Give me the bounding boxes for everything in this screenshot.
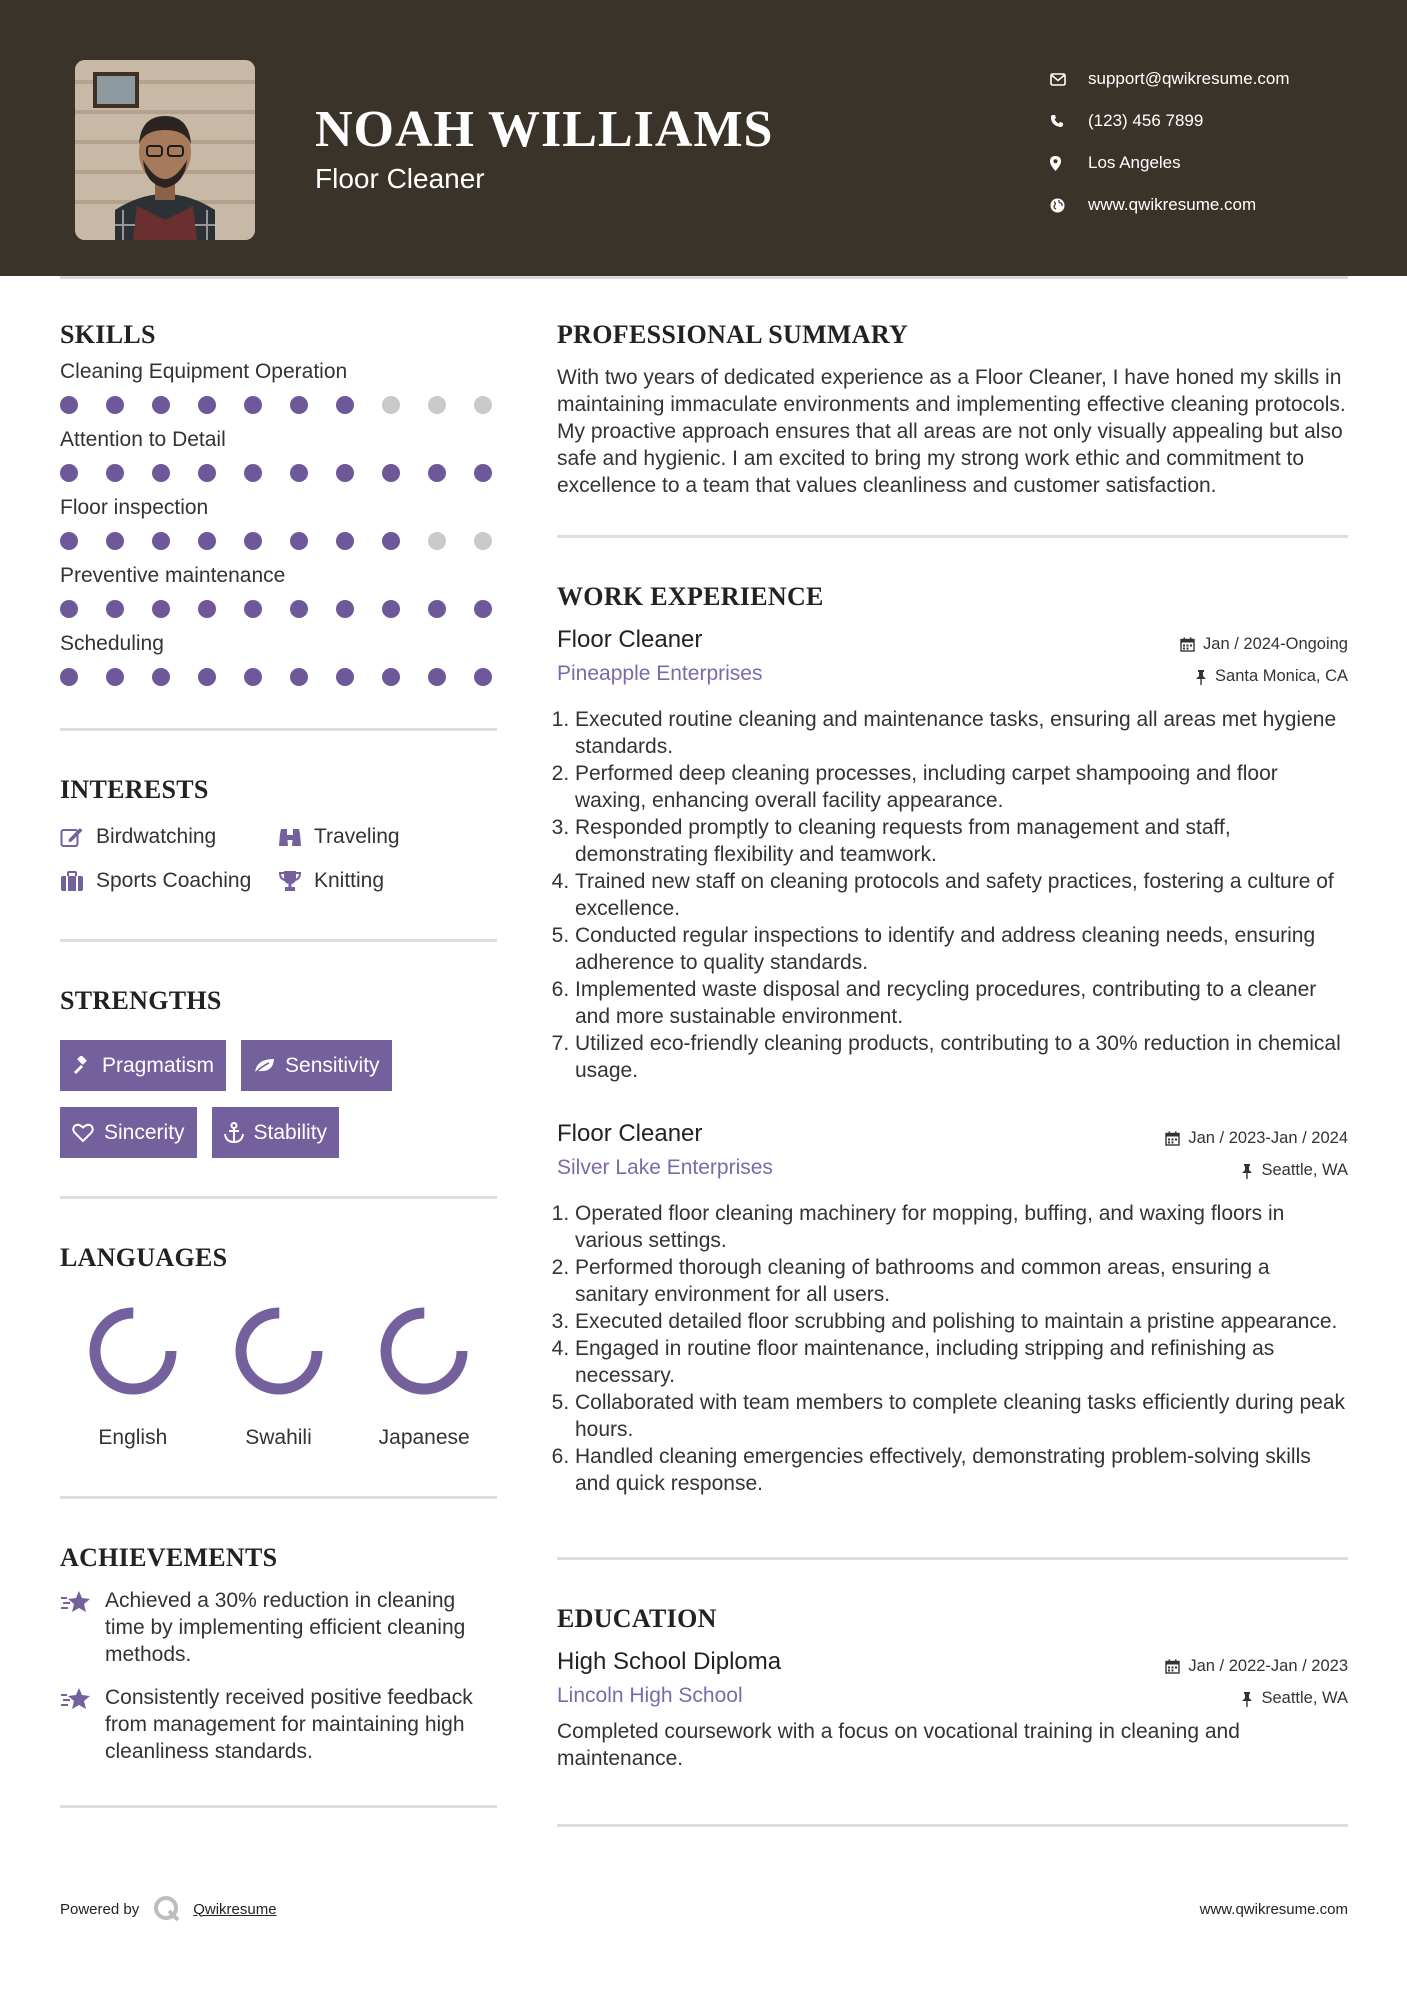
rating-dot-filled bbox=[290, 532, 308, 550]
job-location: Santa Monica, CA bbox=[1195, 667, 1348, 686]
job-bullet: 3. Responded promptly to cleaning requests from management and staff, demonstrating flexibility and teamwork. bbox=[575, 814, 1348, 868]
company-name: Silver Lake Enterprises bbox=[557, 1156, 773, 1179]
gavel-icon bbox=[72, 1056, 92, 1076]
binoculars-icon bbox=[278, 826, 314, 848]
profile-photo bbox=[75, 60, 255, 240]
job-bullet: 5. Collaborated with team members to complete cleaning tasks efficiently during peak hours. bbox=[575, 1389, 1348, 1443]
strength-chip: Sincerity bbox=[60, 1107, 197, 1158]
rating-dot-filled bbox=[106, 464, 124, 482]
languages-title: LANGUAGES bbox=[60, 1243, 228, 1272]
header-divider bbox=[60, 276, 1348, 279]
rating-dot-filled bbox=[474, 668, 492, 686]
achievement-item: Consistently received positive feedback from management for maintaining high cleanliness standards. bbox=[60, 1684, 497, 1765]
rating-dot-filled bbox=[106, 532, 124, 550]
rating-dot-filled bbox=[290, 600, 308, 618]
job-header bbox=[557, 1120, 1348, 1148]
interest-item: Knitting bbox=[278, 869, 478, 893]
rating-dot-filled bbox=[152, 396, 170, 414]
rating-dot-filled bbox=[244, 396, 262, 414]
degree-title: High School Diploma bbox=[557, 1648, 782, 1675]
achievement-item: Achieved a 30% reduction in cleaning time by implementing efficient cleaning methods. bbox=[60, 1587, 497, 1668]
powered-by: Powered by Qwikresume bbox=[60, 1895, 277, 1923]
education-location: Seattle, WA bbox=[1241, 1689, 1348, 1708]
strength-chip: Pragmatism bbox=[60, 1040, 226, 1091]
job-bullet: 4. Engaged in routine floor maintenance, including stripping and refinishing as necessary. bbox=[575, 1335, 1348, 1389]
strengths-section bbox=[60, 986, 497, 1158]
rating-dot-filled bbox=[474, 600, 492, 618]
job-bullet: 6. Handled cleaning emergencies effectively, demonstrating problem-solving skills and quick response. bbox=[575, 1443, 1348, 1497]
contact-location: Los Angeles bbox=[1050, 142, 1380, 184]
section-divider bbox=[557, 1824, 1348, 1827]
rating-dot-filled bbox=[382, 464, 400, 482]
school-name: Lincoln High School bbox=[557, 1684, 743, 1707]
job-title: Floor Cleaner bbox=[557, 626, 703, 653]
rating-dot-filled bbox=[106, 668, 124, 686]
job-location: Seattle, WA bbox=[1241, 1161, 1348, 1180]
skill-rating bbox=[60, 532, 497, 550]
rating-dot-empty bbox=[428, 396, 446, 414]
job-bullet: 5. Conducted regular inspections to identify and address cleaning needs, ensuring adherence to quality standards. bbox=[575, 922, 1348, 976]
rating-dot-filled bbox=[336, 600, 354, 618]
language-level-arc bbox=[386, 1313, 462, 1389]
trophy-icon bbox=[278, 870, 314, 892]
map-pin-icon bbox=[1050, 156, 1088, 171]
rating-dot-filled bbox=[106, 396, 124, 414]
rating-dot-filled bbox=[336, 532, 354, 550]
job-title: Floor Cleaner bbox=[557, 1120, 703, 1147]
rating-dot-filled bbox=[382, 600, 400, 618]
jobs-list bbox=[557, 626, 1348, 1497]
section-divider bbox=[60, 939, 497, 942]
job-date: Jan / 2024-Ongoing bbox=[1180, 635, 1348, 654]
skills-section bbox=[60, 320, 497, 686]
language-gauge bbox=[85, 1303, 181, 1399]
job-bullet: 2. Performed deep cleaning processes, including carpet shampooing and floor waxing, enhancing overall facility appearance. bbox=[575, 760, 1348, 814]
section-divider bbox=[60, 1805, 497, 1808]
rating-dot-filled bbox=[152, 532, 170, 550]
skill-name: Attention to Detail bbox=[60, 428, 226, 451]
rating-dot-filled bbox=[60, 396, 78, 414]
qwikresume-logo-icon bbox=[153, 1895, 181, 1923]
brand-link[interactable]: Qwikresume bbox=[193, 1900, 277, 1918]
job-bullets bbox=[557, 706, 1348, 1084]
summary-title: PROFESSIONAL SUMMARY bbox=[557, 320, 909, 349]
skill-name: Scheduling bbox=[60, 632, 164, 655]
skill-name: Floor inspection bbox=[60, 496, 209, 519]
job-bullets bbox=[557, 1200, 1348, 1497]
interests-title: INTERESTS bbox=[60, 775, 209, 804]
skills-list bbox=[60, 360, 497, 686]
interest-item: Traveling bbox=[278, 825, 478, 849]
interests-section bbox=[60, 775, 497, 893]
rating-dot-empty bbox=[382, 396, 400, 414]
language-level-arc bbox=[241, 1313, 317, 1389]
rating-dot-filled bbox=[290, 464, 308, 482]
skill-rating bbox=[60, 464, 497, 482]
skill-rating bbox=[60, 600, 497, 618]
achievements-section bbox=[60, 1543, 497, 1765]
rating-dot-empty bbox=[474, 396, 492, 414]
rating-dot-filled bbox=[428, 600, 446, 618]
star-award-icon bbox=[60, 1587, 105, 1668]
calendar-icon bbox=[1165, 1131, 1180, 1146]
contact-website[interactable]: www.qwikresume.com bbox=[1050, 184, 1380, 226]
language-gauge bbox=[231, 1303, 327, 1399]
candidate-name: NOAH WILLIAMS bbox=[315, 101, 774, 158]
achievements-title: ACHIEVEMENTS bbox=[60, 1543, 278, 1572]
contact-phone[interactable]: (123) 456 7899 bbox=[1050, 100, 1380, 142]
leaf-icon bbox=[253, 1057, 275, 1075]
envelope-icon bbox=[1050, 73, 1088, 86]
experience-title: WORK EXPERIENCE bbox=[557, 582, 824, 611]
section-divider bbox=[60, 1196, 497, 1199]
company-name: Pineapple Enterprises bbox=[557, 662, 763, 685]
interests-list bbox=[60, 825, 497, 893]
language-name: English bbox=[98, 1426, 168, 1449]
pushpin-icon bbox=[1241, 1163, 1253, 1179]
rating-dot-filled bbox=[198, 396, 216, 414]
strengths-list bbox=[60, 1040, 497, 1158]
skills-title: SKILLS bbox=[60, 320, 156, 349]
language-item bbox=[206, 1303, 352, 1450]
section-divider bbox=[60, 728, 497, 731]
resume-header bbox=[0, 0, 1407, 276]
education-description: Completed coursework with a focus on vocational training in cleaning and maintenance. bbox=[557, 1720, 1240, 1770]
job-header bbox=[557, 626, 1348, 654]
contact-email[interactable]: support@qwikresume.com bbox=[1050, 58, 1380, 100]
rating-dot-filled bbox=[198, 532, 216, 550]
education-header bbox=[557, 1648, 1348, 1676]
education-subheader bbox=[557, 1684, 1348, 1708]
job-bullet: 1. Operated floor cleaning machinery for mopping, buffing, and waxing floors in various settings. bbox=[575, 1200, 1348, 1254]
section-divider bbox=[60, 1496, 497, 1499]
language-level-arc bbox=[95, 1313, 171, 1389]
education-section bbox=[557, 1604, 1348, 1772]
rating-dot-filled bbox=[60, 532, 78, 550]
rating-dot-filled bbox=[290, 668, 308, 686]
skill-name: Cleaning Equipment Operation bbox=[60, 360, 348, 383]
job-bullet: 1. Executed routine cleaning and maintenance tasks, ensuring all areas met hygiene standards. bbox=[575, 706, 1348, 760]
rating-dot-empty bbox=[428, 532, 446, 550]
skill-name: Preventive maintenance bbox=[60, 564, 286, 587]
job-bullet: 7. Utilized eco-friendly cleaning products, contributing to a 30% reduction in chemical usage. bbox=[575, 1030, 1348, 1084]
pushpin-icon bbox=[1241, 1691, 1253, 1707]
languages-section bbox=[60, 1243, 497, 1450]
interest-item: Birdwatching bbox=[60, 825, 278, 849]
strengths-title: STRENGTHS bbox=[60, 986, 222, 1015]
strength-chip: Sensitivity bbox=[241, 1040, 392, 1091]
candidate-title: Floor Cleaner bbox=[315, 163, 485, 194]
pushpin-icon bbox=[1195, 669, 1207, 685]
summary-text: With two years of dedicated experience as a Floor Cleaner, I have honed my skills in maintaining immaculate environments and implementing effective cleaning protocols. My proactive approach ensures that all areas are not only visually appealing but also safe and hygienic. I am excited to bring my strong work ethic and commitment to excellence to a team that values cleanliness and customer satisfaction. bbox=[557, 366, 1346, 497]
footer-url[interactable]: www.qwikresume.com bbox=[1199, 1900, 1348, 1918]
job-date: Jan / 2023-Jan / 2024 bbox=[1165, 1129, 1348, 1148]
rating-dot-filled bbox=[60, 600, 78, 618]
contact-list bbox=[1050, 58, 1380, 226]
globe-icon bbox=[1050, 198, 1088, 213]
section-divider bbox=[557, 535, 1348, 538]
rating-dot-filled bbox=[474, 464, 492, 482]
section-divider bbox=[557, 1557, 1348, 1560]
calendar-icon bbox=[1165, 1659, 1180, 1674]
experience-section bbox=[557, 582, 1348, 1497]
heart-icon bbox=[72, 1123, 94, 1143]
rating-dot-filled bbox=[244, 600, 262, 618]
interest-item: Sports Coaching bbox=[60, 869, 278, 893]
rating-dot-filled bbox=[198, 600, 216, 618]
rating-dot-filled bbox=[336, 464, 354, 482]
rating-dot-filled bbox=[244, 668, 262, 686]
job-entry bbox=[557, 626, 1348, 1084]
rating-dot-filled bbox=[290, 396, 308, 414]
rating-dot-filled bbox=[244, 532, 262, 550]
right-column bbox=[557, 320, 1348, 1827]
language-name: Japanese bbox=[378, 1426, 470, 1449]
rating-dot-filled bbox=[106, 600, 124, 618]
briefcase-icon bbox=[60, 870, 96, 892]
rating-dot-filled bbox=[152, 464, 170, 482]
job-subheader bbox=[557, 662, 1348, 686]
job-entry bbox=[557, 1120, 1348, 1497]
skill-rating bbox=[60, 668, 497, 686]
job-bullet: 4. Trained new staff on cleaning protocols and safety practices, fostering a culture of excellence. bbox=[575, 868, 1348, 922]
rating-dot-filled bbox=[244, 464, 262, 482]
job-bullet: 3. Executed detailed floor scrubbing and polishing to maintain a pristine appearance. bbox=[575, 1308, 1348, 1335]
language-item bbox=[60, 1303, 206, 1450]
rating-dot-filled bbox=[60, 668, 78, 686]
rating-dot-filled bbox=[428, 464, 446, 482]
education-title: EDUCATION bbox=[557, 1604, 717, 1633]
education-date: Jan / 2022-Jan / 2023 bbox=[1165, 1657, 1348, 1676]
language-item bbox=[351, 1303, 497, 1450]
job-bullet: 2. Performed thorough cleaning of bathrooms and common areas, ensuring a sanitary environment for all users. bbox=[575, 1254, 1348, 1308]
footer bbox=[60, 1895, 1348, 1923]
rating-dot-filled bbox=[152, 600, 170, 618]
language-name: Swahili bbox=[245, 1426, 312, 1449]
rating-dot-filled bbox=[336, 668, 354, 686]
job-subheader bbox=[557, 1156, 1348, 1180]
strength-chip: Stability bbox=[212, 1107, 340, 1158]
skill-rating bbox=[60, 396, 497, 414]
rating-dot-filled bbox=[60, 464, 78, 482]
pencil-square-icon bbox=[60, 826, 96, 848]
calendar-icon bbox=[1180, 637, 1195, 652]
rating-dot-filled bbox=[336, 396, 354, 414]
phone-icon bbox=[1050, 114, 1088, 128]
anchor-icon bbox=[224, 1122, 244, 1144]
star-award-icon bbox=[60, 1684, 105, 1765]
language-gauge bbox=[376, 1303, 472, 1399]
job-bullet: 6. Implemented waste disposal and recycling procedures, contributing to a cleaner and more sustainable environment. bbox=[575, 976, 1348, 1030]
rating-dot-filled bbox=[428, 668, 446, 686]
rating-dot-filled bbox=[198, 464, 216, 482]
rating-dot-empty bbox=[474, 532, 492, 550]
rating-dot-filled bbox=[382, 668, 400, 686]
rating-dot-filled bbox=[152, 668, 170, 686]
summary-section bbox=[557, 320, 1348, 499]
rating-dot-filled bbox=[198, 668, 216, 686]
rating-dot-filled bbox=[382, 532, 400, 550]
left-column bbox=[60, 320, 497, 1808]
languages-list bbox=[60, 1303, 497, 1450]
